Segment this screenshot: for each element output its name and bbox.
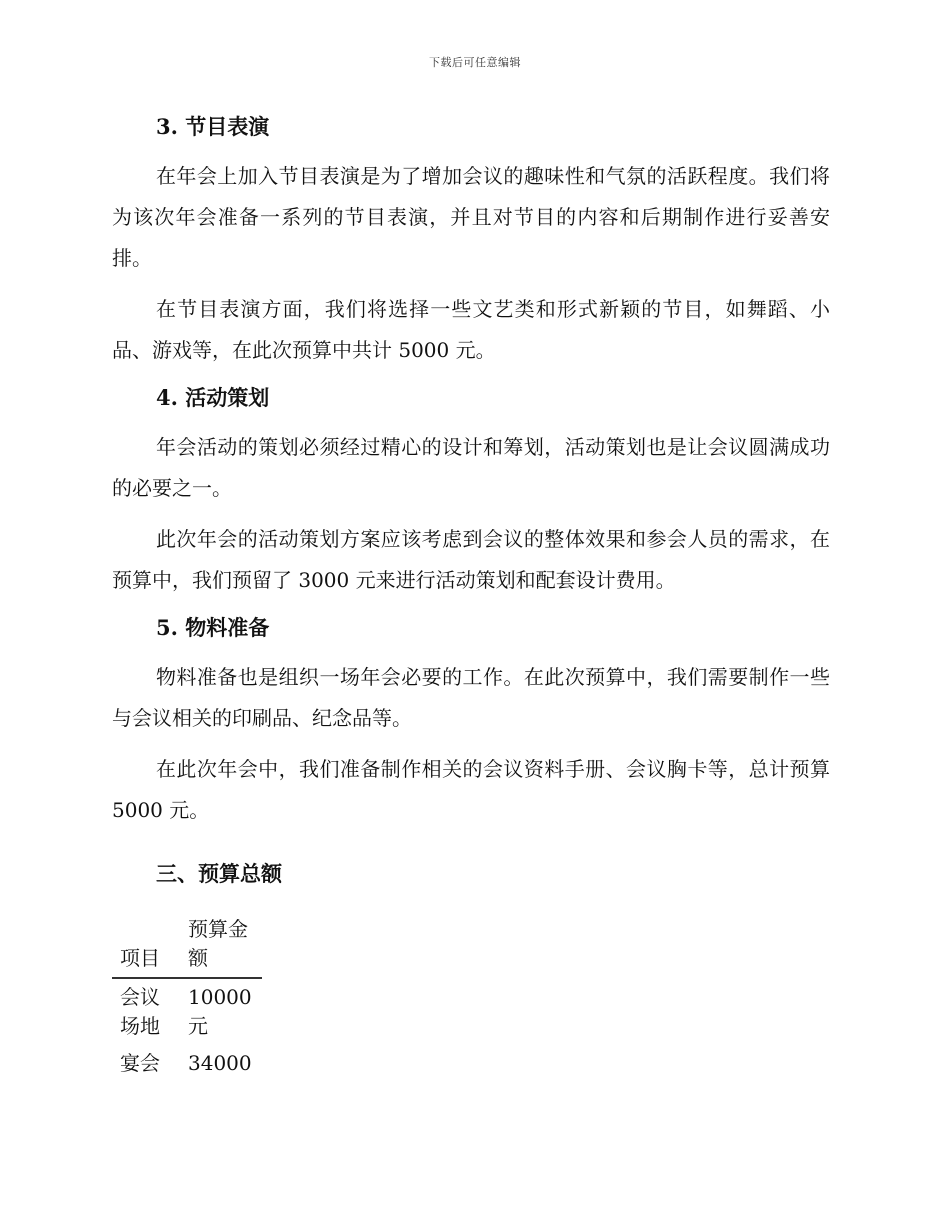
budget-total-heading: 三、预算总额 xyxy=(156,861,282,886)
paragraph-program-1: 在年会上加入节目表演是为了增加会议的趣味性和气氛的活跃程度。我们将为该次年会准备一系列的节目表演，并且对节目的内容和后期制作进行妥善安排。 xyxy=(112,164,830,270)
paragraph-activity-1: 年会活动的策划必须经过精心的设计和筹划，活动策划也是让会议圆满成功的必要之一。 xyxy=(112,435,830,500)
paragraph-materials-1: 物料准备也是组织一场年会必要的工作。在此次预算中，我们需要制作一些与会议相关的印刷品、纪念品等。 xyxy=(112,665,830,730)
table-cell-item: 会议场地 xyxy=(120,985,160,1038)
table-row xyxy=(112,1045,262,1082)
section-heading-materials: 5. 物料准备 xyxy=(156,615,270,640)
section-heading-activity-planning: 4. 活动策划 xyxy=(156,385,270,410)
table-header-item: 项目 xyxy=(112,915,180,978)
document-body xyxy=(112,110,830,1082)
table-row xyxy=(112,978,262,1045)
page-header: 下载后可任意编辑 xyxy=(429,56,521,69)
budget-table xyxy=(112,915,262,1082)
section-heading-program: 3. 节目表演 xyxy=(156,114,270,139)
paragraph-activity-2: 此次年会的活动策划方案应该考虑到会议的整体效果和参会人员的需求，在预算中，我们预留了 3000 元来进行活动策划和配套设计费用。 xyxy=(112,527,830,592)
paragraph-program-2: 在节目表演方面，我们将选择一些文艺类和形式新颖的节目，如舞蹈、小品、游戏等，在此次预算中共计 5000 元。 xyxy=(112,297,830,362)
table-cell-amount: 10000元 xyxy=(188,985,252,1038)
table-cell-amount: 34000 xyxy=(188,1051,252,1075)
paragraph-materials-2: 在此次年会中，我们准备制作相关的会议资料手册、会议胸卡等，总计预算 5000 元。 xyxy=(112,757,830,822)
table-header-budget-amount: 预算金额 xyxy=(180,915,262,978)
budget-table-header-row xyxy=(112,915,262,978)
table-cell-item: 宴会 xyxy=(120,1051,160,1075)
